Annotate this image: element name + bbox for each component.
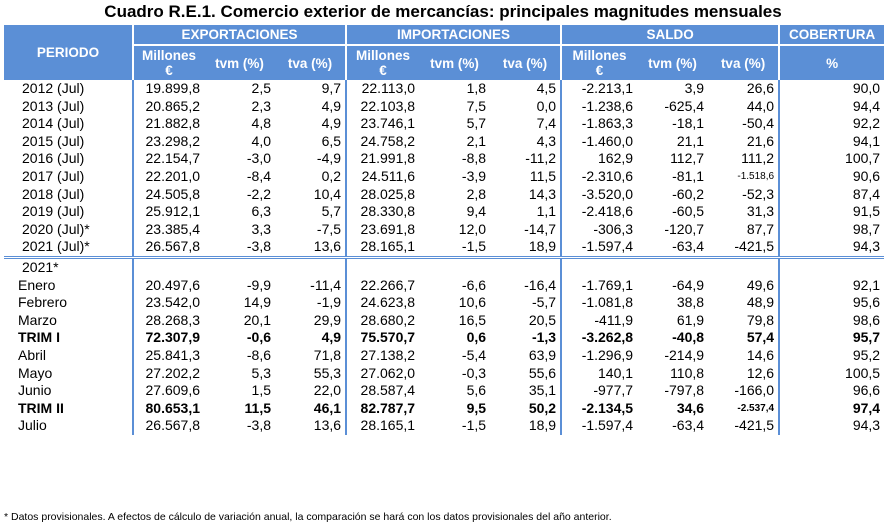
cell-exp-m: 27.609,6 xyxy=(133,382,204,400)
header-sal-millones: Millones € xyxy=(561,45,637,80)
cell-imp-tvm: 2,8 xyxy=(466,185,487,202)
cell-imp-tvm: 10,6 xyxy=(458,294,487,311)
cell-exp-m: 72.307,9 xyxy=(133,329,204,347)
cell-imp-tvm: -0,3 xyxy=(461,364,487,381)
cell-imp-tvm: 9,5 xyxy=(466,399,487,416)
cell-exp-tvm: 11,5 xyxy=(244,399,271,416)
cell-periodo: Febrero xyxy=(18,294,68,311)
cell-exp-m: 25.841,3 xyxy=(133,347,204,365)
cell-imp-m: 24.511,6 xyxy=(346,168,419,186)
header-sal-tvm: tvm (%) xyxy=(637,45,708,80)
table-row xyxy=(4,400,884,418)
table-row xyxy=(4,133,884,151)
cell-sal-tvm: 38,8 xyxy=(676,294,705,311)
cell-imp-m: 24.758,2 xyxy=(346,133,419,151)
cell-imp-m: 28.330,8 xyxy=(346,203,419,221)
cell-exp-tva: -1,9 xyxy=(316,294,342,311)
cell-sal-tvm: -81,1 xyxy=(672,167,705,184)
cell-sal-tva: -52,3 xyxy=(742,185,775,202)
table-row xyxy=(4,417,884,435)
cell-imp-m: 28.587,4 xyxy=(346,382,419,400)
cell-imp-tvm: -3,9 xyxy=(461,167,487,184)
cell-sal-m: -2.213,1 xyxy=(561,80,637,98)
cell-imp-tva: 35,1 xyxy=(528,382,557,399)
cell-imp-tvm: 7,5 xyxy=(466,97,487,114)
cell-sal-tva: 12,6 xyxy=(746,364,775,381)
empty-cell xyxy=(346,257,419,276)
cell-periodo: TRIM I xyxy=(18,329,60,346)
table-row xyxy=(4,221,884,239)
cell-exp-tvm: -0,6 xyxy=(246,329,271,346)
cell-exp-m: 23.542,0 xyxy=(133,294,204,312)
cell-sal-tvm: 61,9 xyxy=(676,311,705,328)
header-exportaciones: EXPORTACIONES xyxy=(133,25,346,45)
cell-cob: 97,4 xyxy=(779,400,884,418)
cell-exp-tvm: 2,5 xyxy=(251,80,271,96)
cell-exp-tvm: -3,8 xyxy=(246,417,271,434)
cell-imp-tvm: 12,0 xyxy=(458,220,487,237)
cell-periodo: Mayo xyxy=(18,364,53,381)
cell-cob: 96,6 xyxy=(779,382,884,400)
cell-imp-m: 28.680,2 xyxy=(346,312,419,330)
cell-imp-tva: 4,3 xyxy=(536,132,557,149)
cell-imp-m: 75.570,7 xyxy=(346,329,419,347)
table-row xyxy=(4,203,884,221)
header-importaciones: IMPORTACIONES xyxy=(346,25,561,45)
cell-periodo: 2012 (Jul) xyxy=(22,80,85,96)
cell-imp-m: 28.165,1 xyxy=(346,417,419,435)
empty-cell xyxy=(133,257,204,276)
cell-cob: 92,2 xyxy=(779,115,884,133)
table-row xyxy=(4,98,884,116)
cell-cob: 94,3 xyxy=(779,417,884,435)
footnote: * Datos provisionales. A efectos de cálculo de variación anual, la comparación se hará con los datos provisionales del año anterior. xyxy=(4,511,612,523)
cell-sal-tva: 111,2 xyxy=(741,150,775,167)
cell-sal-m: -1.238,6 xyxy=(561,98,637,116)
cell-imp-m: 28.025,8 xyxy=(346,186,419,204)
cell-imp-tvm: 1,8 xyxy=(466,80,487,96)
cell-exp-tvm: 2,3 xyxy=(251,97,271,114)
cell-exp-m: 24.505,8 xyxy=(133,186,204,204)
cell-cob: 90,0 xyxy=(779,80,884,98)
cell-exp-tva: 6,5 xyxy=(321,132,342,149)
cell-exp-tvm: 1,5 xyxy=(251,382,271,399)
cell-exp-tvm: -8,4 xyxy=(246,167,271,184)
cell-exp-tva: 55,3 xyxy=(313,364,342,381)
cell-imp-tva: 14,3 xyxy=(528,185,557,202)
cell-exp-tva: 13,6 xyxy=(313,417,342,434)
header-imp-tvm: tvm (%) xyxy=(419,45,490,80)
cell-exp-tva: 22,0 xyxy=(313,382,342,399)
cell-cob: 95,6 xyxy=(779,294,884,312)
cell-imp-tvm: -8,8 xyxy=(461,150,487,167)
cell-exp-tva: -11,4 xyxy=(310,276,342,293)
cell-imp-tva: 11,5 xyxy=(529,167,557,184)
cell-cob: 95,7 xyxy=(779,329,884,347)
cell-exp-m: 19.899,8 xyxy=(133,80,204,98)
empty-cell xyxy=(561,257,637,276)
cell-sal-tva: -166,0 xyxy=(734,382,775,399)
cell-sal-m: -977,7 xyxy=(561,382,637,400)
cell-exp-m: 22.154,7 xyxy=(133,150,204,168)
cell-periodo: 2020 (Jul)* xyxy=(22,220,90,237)
cell-exp-tvm: 14,9 xyxy=(243,294,271,311)
cell-imp-tvm: -6,6 xyxy=(461,276,487,293)
cell-imp-tva: 1,1 xyxy=(536,203,557,220)
cell-periodo: Junio xyxy=(18,382,52,399)
header-cobertura: COBERTURA xyxy=(779,25,884,45)
cell-imp-tva: 63,9 xyxy=(528,346,557,363)
cell-exp-tva: 13,6 xyxy=(313,238,342,255)
cell-sal-tva: 21,6 xyxy=(746,132,775,149)
table-row xyxy=(4,168,884,186)
table-body xyxy=(4,80,884,435)
cell-imp-tva: -14,7 xyxy=(524,220,557,237)
cell-imp-tvm: 0,6 xyxy=(466,329,487,346)
empty-cell xyxy=(204,257,275,276)
cell-exp-tva: 4,9 xyxy=(321,329,342,346)
cell-exp-tvm: -9,9 xyxy=(246,276,271,293)
cell-sal-m: -2.418,6 xyxy=(561,203,637,221)
cell-imp-m: 82.787,7 xyxy=(346,400,419,418)
cell-imp-m: 23.746,1 xyxy=(346,115,419,133)
table-row xyxy=(4,115,884,133)
cell-exp-m: 23.385,4 xyxy=(133,221,204,239)
trade-table xyxy=(4,25,884,435)
cell-imp-tva: -11,2 xyxy=(525,150,557,167)
cell-sal-tva: -421,5 xyxy=(734,417,775,434)
cell-imp-m: 22.103,8 xyxy=(346,98,419,116)
cell-imp-m: 24.623,8 xyxy=(346,294,419,312)
cell-imp-m: 27.062,0 xyxy=(346,365,419,383)
cell-exp-tvm: -3,8 xyxy=(246,238,271,255)
cell-cob: 100,7 xyxy=(779,150,884,168)
cell-cob: 100,5 xyxy=(779,365,884,383)
cell-imp-m: 22.266,7 xyxy=(346,277,419,295)
cell-sal-tva: 57,4 xyxy=(746,329,775,346)
cell-sal-tva: 14,6 xyxy=(746,346,775,363)
cell-sal-m: -1.597,4 xyxy=(561,417,637,435)
cell-exp-m: 26.567,8 xyxy=(133,417,204,435)
empty-cell xyxy=(275,257,346,276)
cell-sal-m: -1.597,4 xyxy=(561,238,637,257)
cell-imp-tva: 0,0 xyxy=(536,97,557,114)
cell-exp-m: 25.912,1 xyxy=(133,203,204,221)
cell-exp-tva: 4,9 xyxy=(321,97,342,114)
cell-sal-tva: 87,7 xyxy=(746,220,775,237)
cell-imp-m: 21.991,8 xyxy=(346,150,419,168)
cell-sal-tvm: -63,4 xyxy=(672,417,705,434)
cell-imp-tvm: 16,5 xyxy=(458,311,487,328)
cell-exp-m: 20.865,2 xyxy=(133,98,204,116)
cell-exp-tva: 71,8 xyxy=(313,346,342,363)
cell-sal-m: -1.769,1 xyxy=(561,277,637,295)
cell-periodo: 2018 (Jul) xyxy=(22,185,85,202)
cell-sal-tvm: -797,8 xyxy=(664,382,705,399)
cell-imp-tvm: -1,5 xyxy=(461,417,487,434)
cell-sal-tva: -1.518,6 xyxy=(737,170,775,182)
cell-exp-tva: 4,9 xyxy=(321,115,342,132)
cell-exp-m: 21.882,8 xyxy=(133,115,204,133)
cell-exp-tvm: -3,0 xyxy=(246,150,271,167)
cell-imp-m: 28.165,1 xyxy=(346,238,419,257)
cell-cob: 95,2 xyxy=(779,347,884,365)
cell-sal-m: -2.310,6 xyxy=(561,168,637,186)
cell-exp-tvm: -2,2 xyxy=(246,185,271,202)
cell-sal-tvm: -625,4 xyxy=(664,97,705,114)
table-row xyxy=(4,186,884,204)
cell-sal-tvm: 34,6 xyxy=(676,399,705,416)
cell-exp-tvm: 5,3 xyxy=(251,364,271,381)
cell-sal-m: -306,3 xyxy=(561,221,637,239)
cell-exp-m: 27.202,2 xyxy=(133,365,204,383)
cell-sal-tvm: -63,4 xyxy=(672,238,705,255)
table-row xyxy=(4,382,884,400)
cell-periodo: Julio xyxy=(18,417,47,434)
cell-imp-tva: 50,2 xyxy=(528,399,557,416)
cell-imp-tva: 18,9 xyxy=(528,417,557,434)
cell-sal-tva: 26,6 xyxy=(746,80,775,96)
cell-exp-tva: -7,5 xyxy=(316,220,342,237)
cell-exp-tvm: 3,3 xyxy=(251,220,271,237)
cell-sal-tva: 79,8 xyxy=(746,311,775,328)
cell-imp-tvm: 5,7 xyxy=(466,115,487,132)
cell-imp-m: 27.138,2 xyxy=(346,347,419,365)
cell-cob: 94,1 xyxy=(779,133,884,151)
cell-sal-tvm: -18,1 xyxy=(672,115,705,132)
cell-periodo: 2014 (Jul) xyxy=(22,115,85,132)
header-saldo: SALDO xyxy=(561,25,779,45)
cell-sal-m: -1.863,3 xyxy=(561,115,637,133)
cell-exp-m: 26.567,8 xyxy=(133,238,204,257)
cell-sal-m: -3.262,8 xyxy=(561,329,637,347)
cell-sal-tvm: -120,7 xyxy=(664,220,705,237)
cell-sal-m: 162,9 xyxy=(561,150,637,168)
cell-cob: 94,4 xyxy=(779,98,884,116)
cell-sal-tvm: 3,9 xyxy=(684,80,705,96)
cell-imp-m: 22.113,0 xyxy=(346,80,419,98)
cell-periodo: 2016 (Jul) xyxy=(22,150,85,167)
cell-exp-tva: 29,9 xyxy=(313,311,342,328)
cell-cob: 94,3 xyxy=(779,238,884,257)
cell-sal-m: -2.134,5 xyxy=(561,400,637,418)
cell-imp-tva: 20,5 xyxy=(528,311,557,328)
cell-exp-m: 20.497,6 xyxy=(133,277,204,295)
cell-exp-tvm: -8,6 xyxy=(246,346,271,363)
cell-periodo: 2019 (Jul) xyxy=(22,203,85,220)
cell-sal-tvm: -64,9 xyxy=(672,276,705,293)
table-row xyxy=(4,312,884,330)
cell-exp-tva: 0,2 xyxy=(321,167,342,184)
empty-cell xyxy=(779,257,884,276)
cell-imp-tva: -5,7 xyxy=(531,294,557,311)
cell-sal-m: -411,9 xyxy=(561,312,637,330)
cell-imp-tva: 7,4 xyxy=(536,115,557,132)
cell-sal-tvm: 21,1 xyxy=(676,132,705,149)
cell-periodo: 2015 (Jul) xyxy=(22,132,85,149)
cell-exp-tva: 10,4 xyxy=(313,185,342,202)
cell-exp-tvm: 4,8 xyxy=(251,115,271,132)
cell-sal-tvm: -60,5 xyxy=(672,203,705,220)
cell-imp-tva: 55,6 xyxy=(528,364,557,381)
cell-exp-tvm: 20,1 xyxy=(243,311,271,328)
header-imp-tva: tva (%) xyxy=(490,45,561,80)
header-exp-tvm: tvm (%) xyxy=(204,45,275,80)
cell-imp-tva: 18,9 xyxy=(528,238,557,255)
cell-exp-tva: 5,7 xyxy=(321,203,342,220)
cell-sal-tva: -2.537,4 xyxy=(737,402,775,414)
cell-imp-m: 23.691,8 xyxy=(346,221,419,239)
table-row xyxy=(4,238,884,257)
cell-cob: 90,6 xyxy=(779,168,884,186)
cell-sal-tva: 44,0 xyxy=(746,97,775,114)
cell-exp-tva: -4,9 xyxy=(316,150,342,167)
cell-imp-tva: 4,5 xyxy=(536,80,557,96)
empty-cell xyxy=(637,257,708,276)
cell-sal-tva: -50,4 xyxy=(742,115,775,132)
year-label-row xyxy=(4,257,884,276)
header-imp-millones: Millones € xyxy=(346,45,419,80)
cell-sal-tva: 31,3 xyxy=(746,203,775,220)
cell-cob: 98,6 xyxy=(779,312,884,330)
table-row xyxy=(4,294,884,312)
cell-imp-tvm: 9,4 xyxy=(466,203,487,220)
cell-sal-tva: -421,5 xyxy=(734,238,775,255)
header-exp-tva: tva (%) xyxy=(275,45,346,80)
cell-exp-tvm: 6,3 xyxy=(251,203,271,220)
cell-exp-tva: 9,7 xyxy=(321,80,342,96)
cell-exp-tvm: 4,0 xyxy=(251,132,271,149)
cell-imp-tvm: 5,6 xyxy=(466,382,487,399)
table-row xyxy=(4,150,884,168)
cell-sal-tvm: 112,7 xyxy=(670,150,705,167)
table-row xyxy=(4,347,884,365)
cell-imp-tvm: -5,4 xyxy=(461,346,487,363)
header-periodo: PERIODO xyxy=(4,25,133,80)
cell-imp-tvm: -1,5 xyxy=(461,238,487,255)
cell-cob: 92,1 xyxy=(779,277,884,295)
cell-periodo: Enero xyxy=(18,276,56,293)
header-exp-millones: Millones € xyxy=(133,45,204,80)
cell-sal-m: -1.296,9 xyxy=(561,347,637,365)
cell-sal-tvm: 110,8 xyxy=(670,364,705,381)
empty-cell xyxy=(490,257,561,276)
cell-imp-tvm: 2,1 xyxy=(466,132,487,149)
cell-exp-m: 23.298,2 xyxy=(133,133,204,151)
cell-sal-m: -1.081,8 xyxy=(561,294,637,312)
cell-exp-tva: 46,1 xyxy=(313,399,342,416)
cell-sal-tva: 48,9 xyxy=(746,294,775,311)
empty-cell xyxy=(419,257,490,276)
table-title: Cuadro R.E.1. Comercio exterior de mercancías: principales magnitudes mensuales xyxy=(104,2,782,21)
cell-periodo: 2021 (Jul)* xyxy=(22,238,90,255)
cell-periodo: Abril xyxy=(18,346,47,363)
table-row xyxy=(4,80,884,98)
cell-periodo: Marzo xyxy=(18,311,57,328)
cell-periodo: TRIM II xyxy=(18,399,64,416)
table-row xyxy=(4,277,884,295)
cell-exp-m: 28.268,3 xyxy=(133,312,204,330)
header-cob-pct: % xyxy=(779,45,884,80)
cell-exp-m: 22.201,0 xyxy=(133,168,204,186)
cell-imp-tva: -16,4 xyxy=(524,276,557,293)
cell-sal-m: -3.520,0 xyxy=(561,186,637,204)
cell-periodo: 2013 (Jul) xyxy=(22,97,85,114)
cell-imp-tva: -1,3 xyxy=(531,329,557,346)
empty-cell xyxy=(708,257,779,276)
cell-cob: 87,4 xyxy=(779,186,884,204)
cell-cob: 91,5 xyxy=(779,203,884,221)
header-sal-tva: tva (%) xyxy=(708,45,779,80)
cell-periodo: 2017 (Jul) xyxy=(22,167,85,184)
year-label: 2021* xyxy=(4,257,133,276)
cell-sal-tvm: -214,9 xyxy=(664,346,705,363)
cell-sal-tva: 49,6 xyxy=(746,276,775,293)
cell-sal-tvm: -40,8 xyxy=(672,329,705,346)
table-row xyxy=(4,365,884,383)
cell-cob: 98,7 xyxy=(779,221,884,239)
cell-sal-tvm: -60,2 xyxy=(672,185,705,202)
cell-sal-m: 140,1 xyxy=(561,365,637,383)
cell-sal-m: -1.460,0 xyxy=(561,133,637,151)
cell-exp-m: 80.653,1 xyxy=(133,400,204,418)
table-row xyxy=(4,329,884,347)
